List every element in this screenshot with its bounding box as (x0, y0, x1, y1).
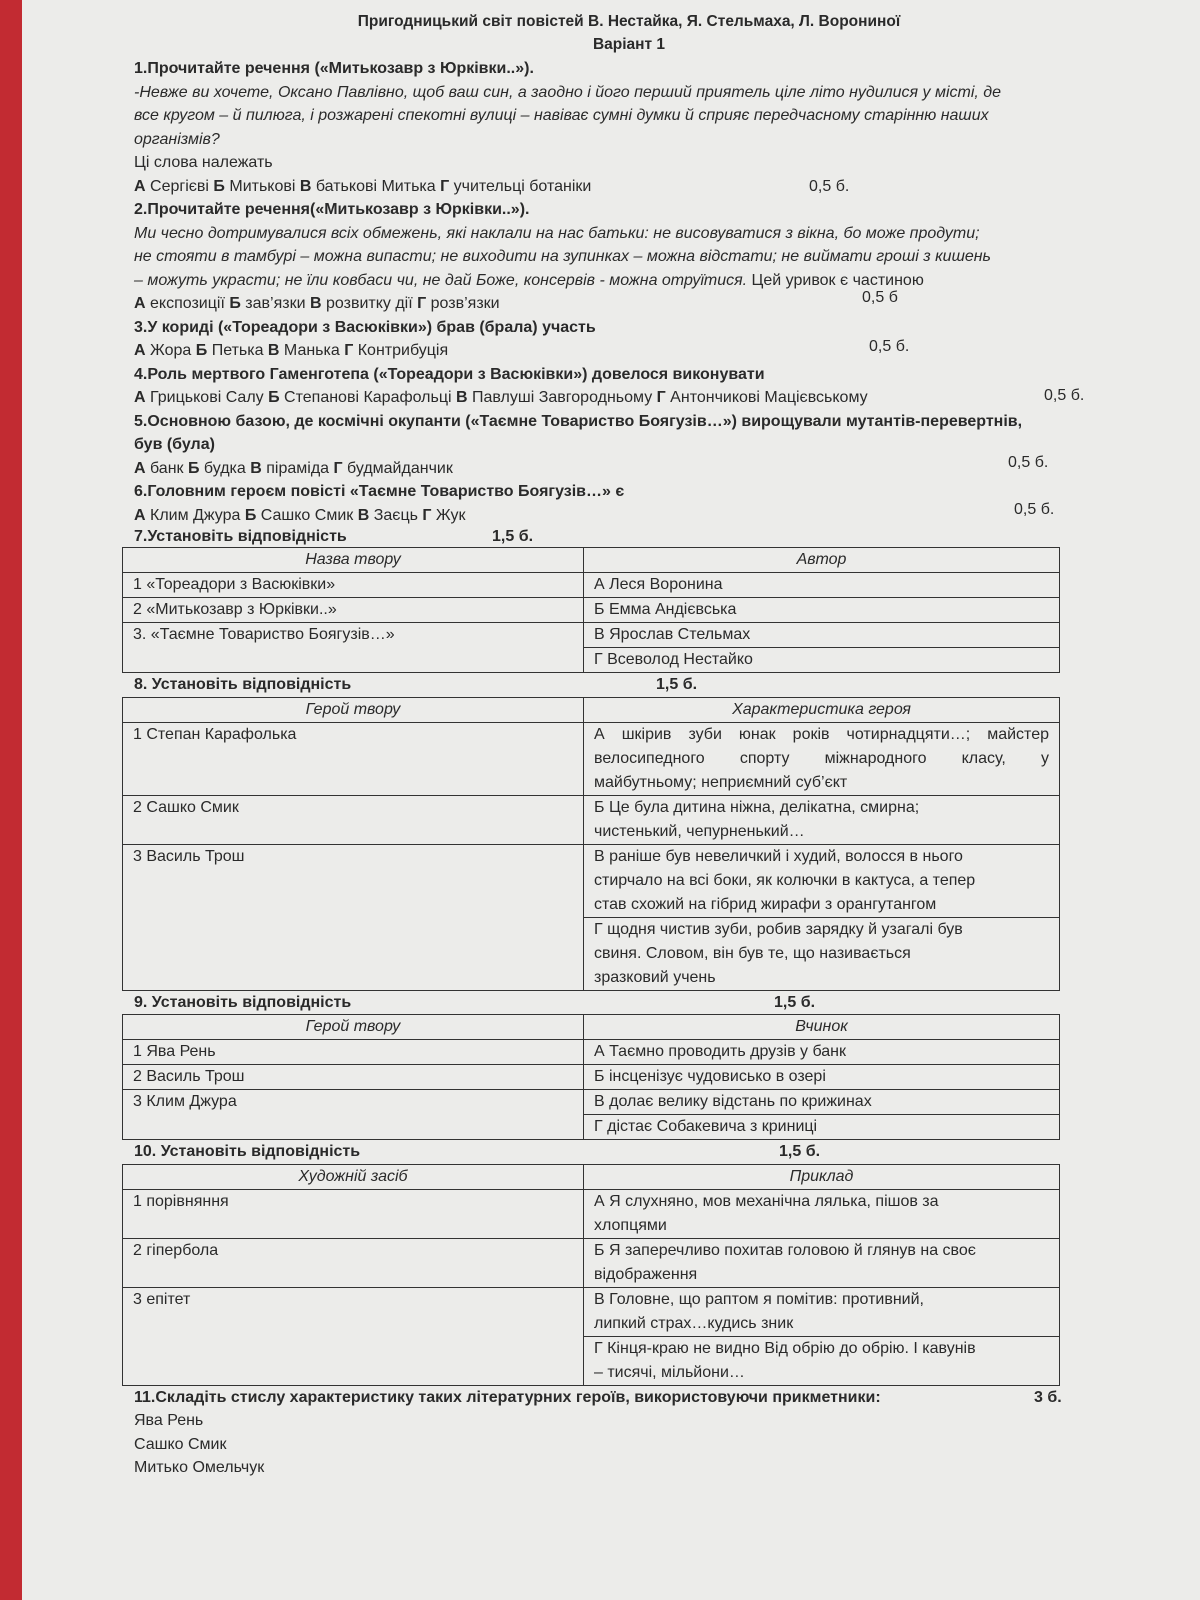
option-letter: А (134, 177, 146, 195)
q7-prompt-text: 7.Установіть відповідність (134, 528, 347, 545)
option-letter: Б (229, 295, 241, 312)
table-cell: 3 епітет (123, 1287, 584, 1385)
q2-quote-line: не стояти в тамбурі – можна випасти; не виходити на зупинках – можна відстати; не виймати гроші з кишень (134, 248, 991, 265)
table-cell: В долає велику відстань по крижинах (584, 1090, 1060, 1115)
table-cell: 1 порівняння (123, 1189, 584, 1238)
q5-answers (134, 453, 1094, 481)
option-text: Манька (279, 342, 345, 359)
cell-line: відображення (594, 1265, 698, 1283)
cell-line: майбутньому; неприємний суб’єкт (594, 773, 848, 791)
option-letter: Г (440, 177, 450, 195)
q1-quote-line: організмів? (134, 130, 220, 148)
q2-quote-line-last (134, 269, 1094, 293)
cell-line: Г щодня чистив зуби, робив зарядку й узагалі був (594, 920, 963, 938)
table-cell: 2 Василь Трош (123, 1065, 584, 1090)
table-cell (584, 917, 1060, 990)
cell-line: свиня. Словом, він був те, що називається (594, 944, 911, 962)
cell-line: В раніше був невеличкий і худий, волосся в нього (594, 847, 963, 865)
q1-answers (134, 175, 1094, 199)
q10-col-device: Художній засіб (123, 1164, 584, 1189)
q8-col-trait: Характеристика героя (584, 697, 1060, 722)
q5-prompt: 5.Основною базою, де космічні окупанти («Таємне Товариство Боягузів…») вирощували мутантів-перевертнів, (134, 412, 1023, 430)
q8-prompt (134, 673, 1094, 697)
option-letter: А (134, 506, 146, 524)
cell-line: – тисячі, мільйони… (594, 1363, 745, 1381)
table-cell: 2 «Митькозавр з Юрківки..» (123, 598, 584, 623)
q10-col-example: Приклад (584, 1164, 1060, 1189)
q1-prompt: 1.Прочитайте речення («Митькозавр з Юрківки..»). (134, 60, 534, 77)
option-text: Контрибуція (353, 342, 449, 359)
option-letter: Б (244, 506, 257, 524)
option-letter: Б (268, 389, 280, 406)
table-cell: 2 Сашко Смик (123, 795, 584, 844)
q10-prompt (134, 1140, 1094, 1164)
q7-col-author: Автор (584, 548, 1060, 573)
option-letter: В (267, 342, 280, 359)
option-letter: В (250, 459, 262, 477)
table-cell (584, 1287, 1060, 1336)
option-letter: А (134, 295, 146, 312)
table-cell (584, 795, 1060, 844)
q1-quote-line: -Невже ви хочете, Оксано Павлівно, щоб ваш син, а заодно і його перший приятель ціле літо нудилися у місті, де (134, 83, 1002, 101)
q9-col-deed: Вчинок (584, 1015, 1060, 1040)
table-cell: Г Всеволод Нестайко (584, 648, 1060, 673)
exam-content (134, 10, 1094, 1480)
option-letter: Б (195, 342, 208, 359)
option-text: Жора (145, 342, 196, 359)
table-cell: 1 Степан Карафолька (123, 722, 584, 795)
cell-line: А Я слухняно, мов механічна лялька, пішов за (594, 1192, 939, 1210)
cell-line: Б Це була дитина ніжна, делікатна, смирна; (594, 798, 920, 816)
q7-col-title: Назва твору (123, 548, 584, 573)
table-cell (584, 1336, 1060, 1385)
table-cell (584, 1238, 1060, 1287)
q2-answers (134, 289, 1094, 316)
table-cell: Б Емма Андієвська (584, 598, 1060, 623)
option-letter: А (134, 389, 146, 406)
q4-answers (134, 386, 1094, 410)
cell-line: став схожий на гібрид жирафи з орангутангом (594, 895, 937, 913)
option-letter: Б (213, 177, 225, 195)
exam-sheet (22, 0, 1200, 1600)
option-letter: В (357, 506, 370, 524)
table-cell: 1 «Тореадори з Васюківки» (123, 573, 584, 598)
option-text: Антончикові Мацієвському (665, 389, 868, 406)
option-letter: Г (422, 506, 432, 524)
table-cell: А Таємно проводить друзів у банк (584, 1040, 1060, 1065)
option-letter: Г (344, 342, 354, 359)
cell-line: Б Я заперечливо похитав головою й глянув на своє (594, 1241, 976, 1259)
option-text: розв’язки (426, 295, 500, 312)
option-letter: Г (656, 389, 666, 406)
table-cell: Б інсценізує чудовисько в озері (584, 1065, 1060, 1090)
option-text: розвитку дії (321, 295, 418, 312)
q7-table (122, 547, 1060, 673)
option-text: будмайданчик (342, 459, 453, 477)
q6-points: 0,5 б. (1014, 500, 1055, 518)
option-text: батькові Митька (311, 177, 441, 195)
cell-line: В Головне, що раптом я помітив: противний, (594, 1290, 924, 1308)
option-text: банк (145, 459, 188, 477)
q6-answers (134, 500, 1094, 528)
q11-points: 3 б. (1034, 1388, 1062, 1406)
q9-prompt (134, 991, 1094, 1015)
q1-quote-line: все кругом – й пилюга, і розжарені спекотні вулиці – навіває сумні думки й сприяє передчасному старінню наших (134, 107, 989, 124)
q4-prompt: 4.Роль мертвого Гаменготепа («Тореадори з Васюківки») довелося виконувати (134, 365, 765, 383)
cell-line: чистенький, чепурненький… (594, 822, 805, 840)
option-text: Сашко Смик (256, 506, 358, 524)
table-cell: 3 Клим Джура (123, 1090, 584, 1140)
q9-points: 1,5 б. (774, 993, 816, 1011)
q4-points: 0,5 б. (1044, 387, 1085, 404)
option-text: Петька (207, 342, 268, 359)
table-cell: 2 гіпербола (123, 1238, 584, 1287)
option-text: Грицькові Салу (145, 389, 269, 406)
q7-points: 1,5 б. (492, 528, 534, 545)
q6-prompt: 6.Головним героєм повісті «Таємне Товариство Боягузів…» є (134, 483, 625, 500)
option-text: будка (199, 459, 251, 477)
table-cell (584, 844, 1060, 917)
q5-prompt-cont: був (була) (134, 436, 215, 453)
q3-points: 0,5 б. (869, 338, 910, 355)
q10-table (122, 1164, 1060, 1386)
option-text: Жук (431, 506, 466, 524)
table-cell (584, 1189, 1060, 1238)
option-text: Клим Джура (145, 506, 245, 524)
table-cell: Г дістає Собакевича з криниці (584, 1115, 1060, 1140)
q3-answers (134, 339, 1094, 363)
q8-col-hero: Герой твору (123, 697, 584, 722)
table-cell: 3 Василь Трош (123, 844, 584, 990)
cell-line: велосипедного спорту міжнародного класу, у (594, 749, 1049, 767)
q1-subprompt: Ці слова належать (134, 154, 273, 171)
q9-col-hero: Герой твору (123, 1015, 584, 1040)
page-title: Пригодницький світ повістей В. Нестайка, Я. Стельмаха, Л. Ворониної (357, 13, 901, 30)
option-letter: В (309, 295, 322, 312)
option-letter: Б (187, 459, 200, 477)
q8-points: 1,5 б. (656, 676, 698, 693)
option-text: експозиції (145, 295, 230, 312)
table-cell: А Леся Воронина (584, 573, 1060, 598)
q9-prompt-text: 9. Установіть відповідність (134, 993, 352, 1011)
q2-quote-line: Ми чесно дотримувалися всіх обмежень, які наклали на нас батьки: не висовуватися з вікна, бо може продути; (134, 224, 980, 242)
q1-points: 0,5 б. (809, 177, 850, 195)
q8-table (122, 697, 1060, 991)
option-letter: В (299, 177, 312, 195)
table-cell: 1 Ява Рень (123, 1040, 584, 1065)
cell-line: Г Кінця-краю не видно Від обрію до обрію. І кавунів (594, 1339, 976, 1357)
option-text: піраміда (261, 459, 334, 477)
option-text: Митькові (224, 177, 300, 195)
option-letter: Г (417, 295, 427, 312)
option-letter: А (134, 342, 146, 359)
q10-points: 1,5 б. (779, 1143, 821, 1160)
cell-line: липкий страх…кудись зник (594, 1314, 794, 1332)
q9-table (122, 1014, 1060, 1140)
q11-name: Митько Омельчук (134, 1459, 265, 1476)
table-cell (584, 722, 1060, 795)
table-cell: 3. «Таємне Товариство Боягузів…» (123, 623, 584, 673)
option-text: учительці ботаніки (449, 177, 592, 195)
option-text: Степанові Карафольці (279, 389, 457, 406)
option-letter: А (134, 459, 146, 477)
q11-name: Ява Рень (134, 1412, 204, 1429)
q2-quote-text: – можуть украсти; не їли ковбаси чи, не дай Боже, консервів - можна отруїтися. (134, 271, 748, 289)
variant-label: Варіант 1 (592, 36, 666, 53)
option-letter: В (456, 389, 468, 406)
q11-prompt-text: 11.Складіть стислу характеристику таких літературних героїв, використовуючи прикметники: (134, 1388, 881, 1406)
q2-prompt: 2.Прочитайте речення(«Митькозавр з Юрківки..»). (134, 201, 530, 218)
cell-line: хлопцями (594, 1216, 667, 1234)
cell-line: зразковий учень (594, 968, 716, 986)
q2-subprompt: Цей уривок є частиною (747, 271, 924, 289)
q5-points: 0,5 б. (1008, 453, 1049, 471)
q11-name: Сашко Смик (134, 1435, 227, 1453)
q8-prompt-text: 8. Установіть відповідність (134, 676, 352, 693)
q11-prompt (134, 1386, 1094, 1410)
q7-prompt (134, 527, 1094, 547)
table-cell: В Ярослав Стельмах (584, 623, 1060, 648)
q10-prompt-text: 10. Установіть відповідність (134, 1143, 361, 1160)
option-text: Заєць (369, 506, 423, 524)
q3-prompt: 3.У кориді («Тореадори з Васюківки») брав (брала) участь (134, 318, 596, 336)
option-letter: Г (333, 459, 343, 477)
q2-points: 0,5 б (862, 289, 898, 306)
option-text: зав’язки (240, 295, 310, 312)
option-text: Павлуші Завгородньому (467, 389, 657, 406)
cell-line: А шкірив зуби юнак років чотирнадцяти…; майстер (594, 725, 1049, 743)
option-text: Сергієві (145, 177, 214, 195)
cell-line: стирчало на всі боки, як колючки в кактуса, а тепер (594, 871, 976, 889)
